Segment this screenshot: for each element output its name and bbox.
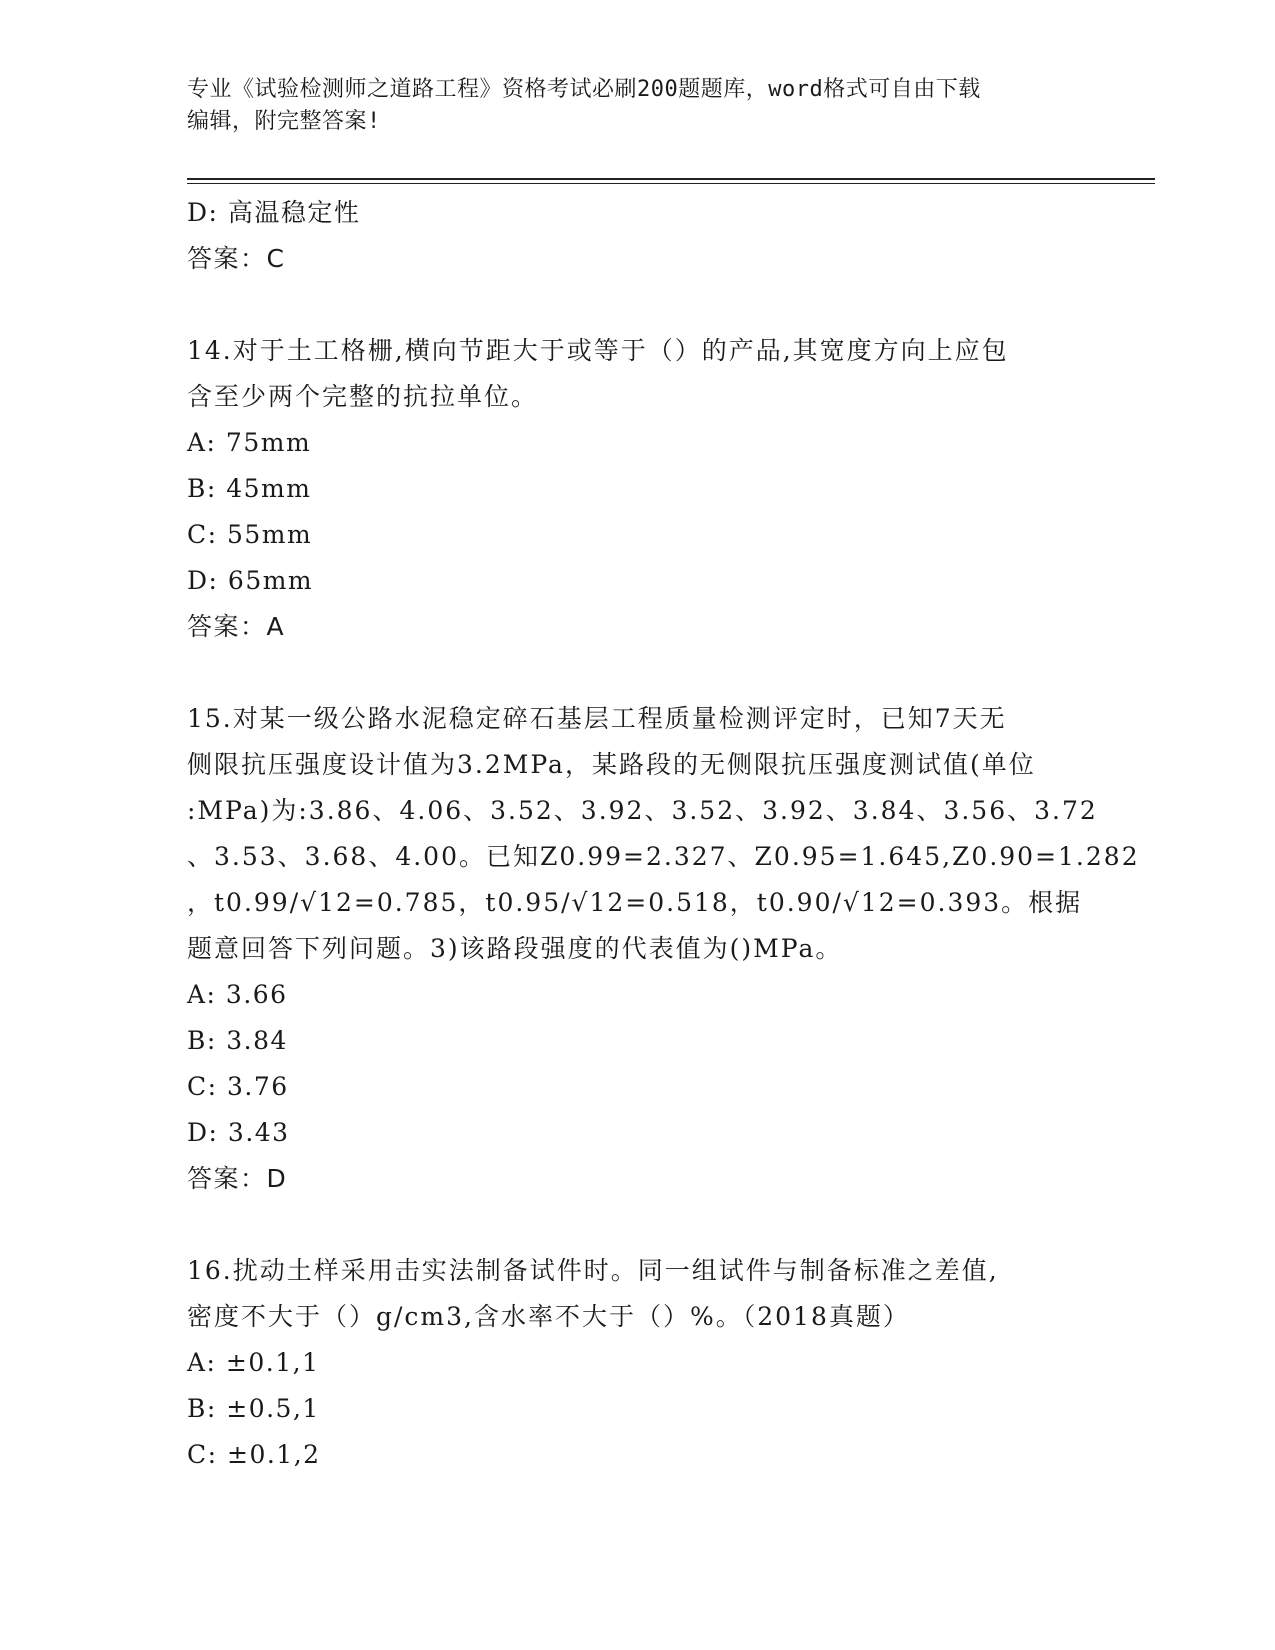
option-d: D: 3.43 bbox=[187, 1118, 290, 1147]
question-text-line: 16.扰动土样采用击实法制备试件时。同一组试件与制备标准之差值, bbox=[187, 1256, 999, 1285]
question-text-line: 15.对某一级公路水泥稳定碎石基层工程质量检测评定时，已知7天无 bbox=[187, 704, 1007, 733]
question-text-line: 含至少两个完整的抗拉单位。 bbox=[187, 382, 539, 411]
question-text-line: 侧限抗压强度设计值为3.2MPa，某路段的无侧限抗压强度测试值(单位 bbox=[187, 750, 1036, 779]
prev-answer: 答案：C bbox=[187, 244, 286, 273]
question-text-line: 题意回答下列问题。3)该路段强度的代表值为()MPa。 bbox=[187, 934, 843, 963]
prev-option-d: D: 高温稳定性 bbox=[187, 198, 361, 227]
question-15 bbox=[187, 696, 1140, 972]
spacer bbox=[187, 650, 1107, 696]
option-b: B: 3.84 bbox=[187, 1026, 288, 1055]
question-text-line: ，t0.99/√12=0.785，t0.95/√12=0.518，t0.90/√12=0.393。根据 bbox=[187, 888, 1083, 917]
header-title-line-2: 编辑，附完整答案! bbox=[187, 109, 381, 134]
header-divider-thin bbox=[187, 183, 1155, 184]
option-a: A: 3.66 bbox=[187, 980, 288, 1009]
option-c: C: ±0.1,2 bbox=[187, 1440, 321, 1469]
question-14 bbox=[187, 328, 1107, 420]
question-text-line: 14.对于土工格栅,横向节距大于或等于（）的产品,其宽度方向上应包 bbox=[187, 336, 1009, 365]
page-header bbox=[187, 74, 1087, 138]
answer-14: 答案：A bbox=[187, 612, 286, 641]
option-a: A: ±0.1,1 bbox=[187, 1348, 320, 1377]
header-divider-thick bbox=[187, 178, 1155, 180]
question-16 bbox=[187, 1248, 1107, 1340]
answer-15: 答案：D bbox=[187, 1164, 288, 1193]
option-b: B: 45mm bbox=[187, 474, 312, 503]
option-b: B: ±0.5,1 bbox=[187, 1394, 320, 1423]
spacer bbox=[187, 282, 1107, 328]
question-text-line: 、3.53、3.68、4.00。已知Z0.99=2.327、Z0.95=1.645,Z0.90=1.282 bbox=[187, 842, 1140, 871]
document-body bbox=[187, 190, 1140, 1478]
question-text-line: 密度不大于（）g/cm3,含水率不大于（）%。（2018真题） bbox=[187, 1302, 910, 1331]
option-c: C: 3.76 bbox=[187, 1072, 289, 1101]
option-d: D: 65mm bbox=[187, 566, 314, 595]
option-a: A: 75mm bbox=[187, 428, 312, 457]
spacer bbox=[187, 1202, 1107, 1248]
option-c: C: 55mm bbox=[187, 520, 313, 549]
header-title-line-1: 专业《试验检测师之道路工程》资格考试必刷200题题库，word格式可自由下载 bbox=[187, 77, 981, 102]
question-text-line: :MPa)为:3.86、4.06、3.52、3.92、3.52、3.92、3.84、3.56、3.72 bbox=[187, 796, 1098, 825]
